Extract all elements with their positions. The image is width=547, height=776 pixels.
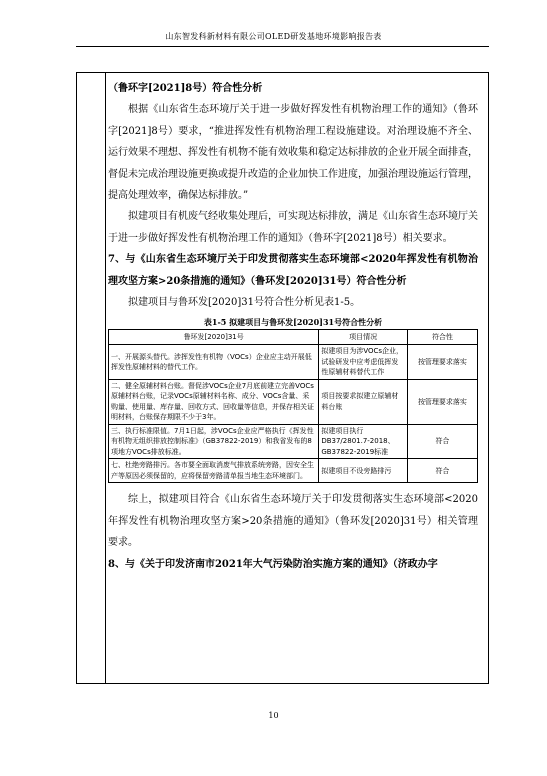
content-body [108, 78, 478, 575]
paragraph: 拟建项目有机废气经收集处理后，可实现达标排放，满足《山东省生态环境厅关于进一步做好挥发性有机物治理工作的通知》（鲁环字[2021]8号）相关要求。 [108, 211, 478, 244]
requirement-cell: 七、杜绝旁路排污。各市要全面取消废气排放系统旁路，因安全生产等原因必须保留的，应将保留旁路清单报当地生态环境部门。 [109, 459, 319, 483]
table-row [109, 345, 478, 380]
section-heading-7: 7、与《山东省生态环境厅关于印发贯彻落实生态环境部<2020年挥发性有机物治理攻坚方案>20条措施的通知》（鲁环发[2020]31号）符合性分析 [108, 254, 478, 287]
requirement-cell: 一、开展源头替代。涉挥发性有机物（VOCs）企业应主动开展低挥发性原辅材料的替代工作。 [109, 345, 319, 380]
paragraph: 综上，拟建项目符合《山东省生态环境厅关于印发贯彻落实生态环境部<2020年挥发性有机物治理攻坚方案>20条措施的通知》（鲁环发[2020]31号）相关管理要求。 [108, 494, 478, 549]
table-header-row [109, 330, 478, 345]
compliance-cell: 按管理要求落实 [407, 345, 477, 380]
section-heading-8: 8、与《关于印发济南市2021年大气污染防治实施方案的通知》（济政办字 [108, 558, 438, 570]
project-cell: 拟建项目执行DB37/2801.7-2018、GB37822-2019标准 [319, 424, 408, 459]
table-header-cell: 鲁环发[2020]31号 [109, 330, 319, 345]
requirement-cell: 三、执行标准限值。7月1日起，涉VOCs企业应严格执行《挥发性有机物无组织排放控制标准》（GB37822-2019）和我省发布的8项地方VOCs排放标准。 [109, 424, 319, 459]
paragraph: 根据《山东省生态环境厅关于进一步做好挥发性有机物治理工作的通知》（鲁环字[2021]8号）要求，“推进挥发性有机物治理工程设施建设。对治理设施不齐全、运行效果不理想、挥发性有机物不能有效收集和稳定达标排放的企业开展全面排查，督促未完成治理设施更换或提升改造的企业加快工作进度，加强治理设施运行管理，提高处理效率，确保达标排放。” [108, 104, 478, 202]
compliance-cell: 符合 [407, 424, 477, 459]
table-caption: 表1-5 拟建项目与鲁环发[2020]31号符合性分析 [203, 317, 383, 328]
header-rule [76, 46, 489, 47]
compliance-cell: 按管理要求落实 [407, 379, 477, 424]
paragraph: 拟建项目与鲁环发[2020]31号符合性分析见表1-5。 [128, 297, 361, 309]
compliance-table [108, 329, 478, 483]
table-header-cell: 项目情况 [319, 330, 408, 345]
page-header: 山东智发科新材料有限公司OLED研发基地环境影响报告表 [165, 32, 382, 41]
section-heading-continued: （鲁环字[2021]8号）符合性分析 [108, 83, 263, 94]
table-row [109, 424, 478, 459]
project-cell: 拟建项目为涉VOCs企业，试验研发中应考虑低挥发性原辅材料替代工作 [319, 345, 408, 380]
project-cell: 拟建项目不设旁路排污 [319, 459, 408, 483]
page-number: 10 [268, 711, 279, 720]
project-cell: 项目按要求拟建立原辅材料台账 [319, 379, 408, 424]
table-row [109, 459, 478, 483]
requirement-cell: 二、健全原辅材料台账。督促涉VOCs企业7月底前建立完善VOCs原辅材料台账，记录VOCs原辅材料名称、成分、VOCs含量、采购量、使用量、库存量、回收方式、回收量等信息，并保存相关证明材料，台账保存期限不少于3年。 [109, 379, 319, 424]
table-row [109, 379, 478, 424]
frame-divider [105, 72, 106, 684]
compliance-cell: 符合 [407, 459, 477, 483]
table-header-cell: 符合性 [407, 330, 477, 345]
